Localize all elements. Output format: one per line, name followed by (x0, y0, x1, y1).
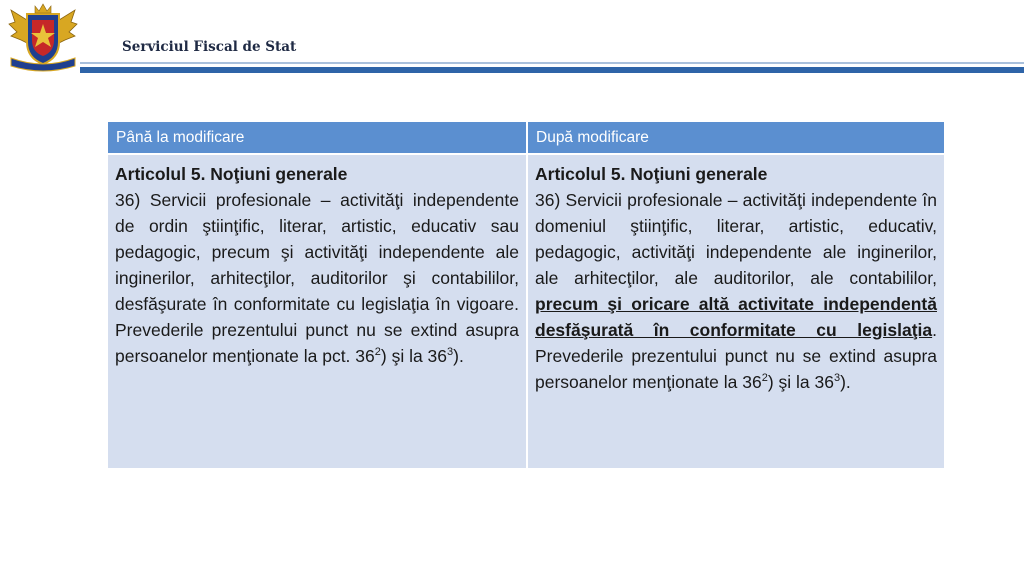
comparison-table (108, 122, 944, 468)
superscript: 3 (447, 346, 454, 359)
superscript: 3 (833, 372, 841, 385)
organization-name: Serviciul Fiscal de Stat (122, 39, 297, 55)
article-text-before-mid: ) şi la 36 (380, 346, 448, 366)
highlighted-amendment-text: precum şi oricare altă activitate independentă desfăşurată în conformitate cu legislaţia (535, 294, 937, 340)
article-text-before-end: ). (453, 346, 464, 366)
cell-after (527, 154, 944, 468)
article-title-after: Articolul 5. Noţiuni generale (535, 164, 768, 184)
superscript: 2 (761, 372, 768, 385)
superscript: 2 (374, 346, 381, 359)
article-text-after-mid: ) şi la 36 (767, 372, 834, 392)
article-text-before: 36) Servicii profesionale – activităţi independente de ordin ştiinţific, literar, artistic, educativ sau pedagogic, precum şi activităţi independente ale inginerilor, arhitecţilor, auditorilor şi contabililor, desfăşurate în conformitate cu legislaţia în vigoare. Prevederile prezentului punct nu se extind asupra persoanelor menţionate la pct. 36 (115, 190, 519, 366)
article-text-after-end: ). (840, 372, 851, 392)
header-divider-thick (80, 67, 1024, 73)
article-text-after: 36) Servicii profesionale – activităţi independente în domeniul ştiinţific, literar, artistic, educativ, pedagogic, activităţi independente ale inginerilor, ale arhitecţilor, ale auditorilor, ale contabililor, (535, 190, 937, 288)
header-divider-thin (80, 62, 1024, 64)
article-text-after-rest: . Prevederile prezentului punct nu se extind asupra persoanelor menţionate la 36 (535, 320, 937, 392)
cell-before (108, 154, 527, 468)
column-header-after: După modificare (527, 122, 944, 154)
table-row (108, 154, 944, 468)
coat-of-arms-logo (5, 0, 81, 72)
article-title-before: Articolul 5. Noţiuni generale (115, 164, 348, 184)
table-header-row (108, 122, 944, 154)
column-header-before: Până la modificare (108, 122, 527, 154)
